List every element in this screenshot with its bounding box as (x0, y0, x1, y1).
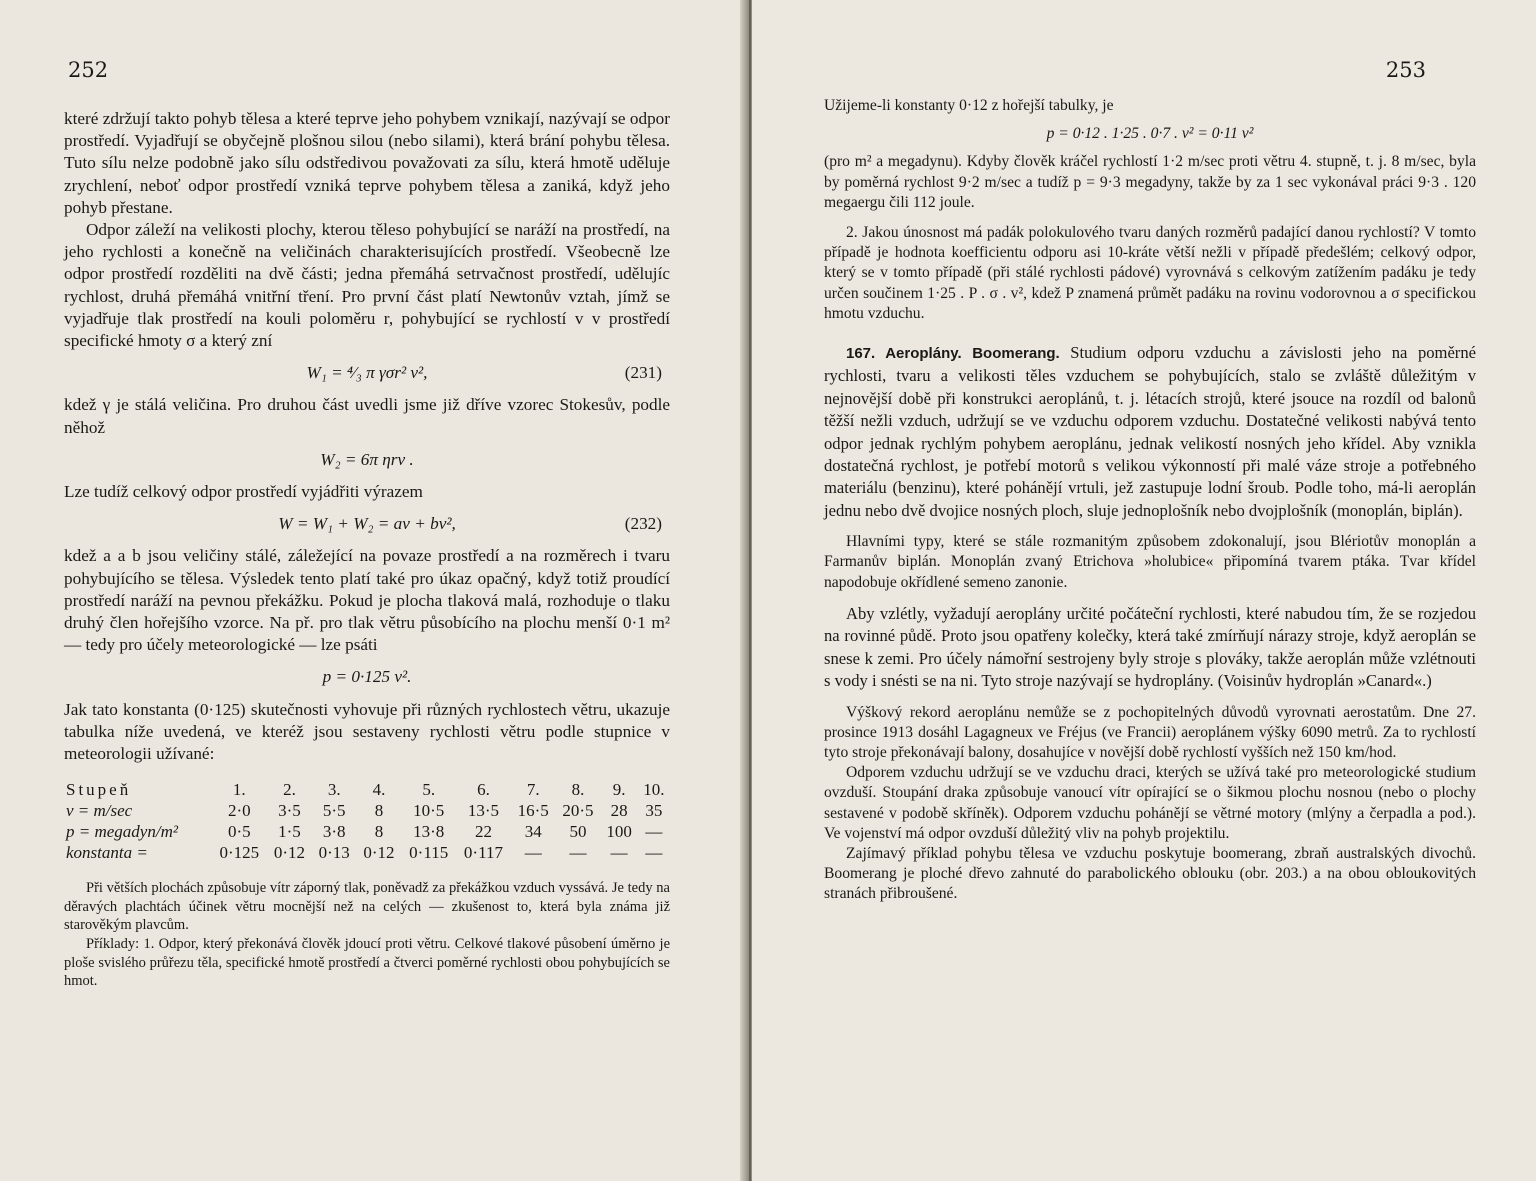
table-cell: 7. (526, 780, 540, 800)
table-cell: 5. (422, 780, 436, 800)
spacer (824, 522, 1476, 532)
paragraph: Výškový rekord aeroplánu nemůže se z pochopitelných důvodů vyrovnati aerostatům. Dne 27. prosince 1913 dosáhl Lagagneux ve Fréjus (ve Francii) aeroplánem výšky 6090 metrů. Za to rychlostí tyto stroje překonávají balony, dosahujíce v novější době rychlostí vyšších než 150 km/hod. (824, 703, 1476, 761)
equation-number: (231) (624, 363, 662, 383)
table-cell: 35 (645, 801, 663, 821)
table-cell: — (645, 843, 663, 863)
equation-number: (232) (624, 514, 662, 534)
table-cell: 8. (571, 780, 585, 800)
table-cell: 3. (327, 780, 341, 800)
table-cell: — (524, 843, 542, 863)
table-cell: 0·12 (273, 843, 306, 863)
paragraph: kdež a a b jsou veličiny stálé, záležející na povaze prostředí a na rozměrech i tvaru pohybujícího se tělesa. Výsledek tento platí také pro úkaz opačný, když totiž proudící prostředí naráží na pevnou překážku. Pokud je plocha tlaková malá, rozhoduje o tlaku druhý člen hořejšího vzorce. Na př. pro tlak větru působícího na plochu menší 0·1 m² — tedy pro účely meteorologické — lze psáti (64, 546, 670, 655)
table-cell: 0·125 (219, 843, 260, 863)
table-cell: 1. (232, 780, 246, 800)
equation (64, 449, 670, 471)
table-cell: p = megadyn/m² (66, 822, 178, 842)
paragraph: (pro m² a megadynu). Kdyby člověk kráčel rychlostí 1·2 m/sec proti větru 4. stupně, t. j. 8 m/sec, byla by poměrná rychlost 9·2 m/sec a tudíž p = 9·3 megadyny, takže by za 1 sec vykonával práci 9·3 . 120 megaergu čili 112 joule. (824, 153, 1476, 211)
paragraph: Hlavními typy, které se stále rozmanitým způsobem zdokonalují, jsou Blériotův monoplán a Farmanův biplán. Monoplán zvaný Etrichova »holubice« připomíná tvarem ptáka. Tvar křídel napodobuje okřídlené semeno zanonie. (824, 533, 1476, 591)
table-cell: Stupeň (66, 780, 132, 800)
table-cell: 6. (477, 780, 490, 800)
equation-body: W = W₁ + W₂ = av + bv², (278, 514, 456, 534)
table-cell: v = m/sec (66, 801, 133, 821)
paragraph: kdež γ je stálá veličina. Pro druhou část uvedli jsme již dříve vzorec Stokesův, podle něhož (64, 395, 670, 437)
table-cell: 0·115 (409, 843, 449, 863)
page-number: 253 (1385, 58, 1426, 82)
table-cell: 34 (524, 822, 542, 842)
table-cell: — (569, 843, 587, 863)
table-cell: 0·12 (363, 843, 395, 863)
table-cell: 3·5 (278, 801, 301, 821)
paragraph: které zdržují takto pohyb tělesa a které teprve jeho pohybem vznikají, nazývají se odpor prostředí. Vyjadřují se obyčejně plošnou silou (nebo silami), která brání pohybu tělesa. Tuto sílu nelze podobně jako sílu odstředivou považovati za sílu, která hmotě uděluje zrychlení, neboť odpor prostředí vzniká teprve pohybem tělesa a zaniká, když jeho pohyb přestane. (64, 109, 670, 217)
page-number: 252 (68, 58, 109, 82)
table-cell: 28 (610, 801, 628, 821)
section-heading: 167. Aeroplány. Boomerang. (846, 345, 1060, 363)
table-cell: — (610, 843, 628, 863)
paragraph: Při větších plochách způsobuje vítr záporný tlak, poněvadž za překážkou vzduch vyssává. Je tedy na děravých plachtách účinek větru mocnější než na celých — zkušenost to, která byla známa již starověkým plavcům. (64, 880, 670, 934)
left-page (0, 0, 748, 1181)
equation-body: p = 0·125 v². (322, 667, 412, 687)
table-cell: 50 (569, 822, 587, 842)
section-paragraph (824, 342, 1476, 522)
paragraph-text: Studium odporu vzduchu a závislosti jeho na poměrné rychlosti, tvaru a velikosti těles vzduchem se pohybujících, stalo se zvláště důležitým v nejnovější době při konstrukci aeroplánů, t. j. létacích strojů, které jsouce na rozdíl od balonů těžší nežli vzduch, udržují se ve vzduchu odporem vzduchu. Dostatečné velikosti nabývá tento odpor jednak rychlým pohybem aeroplánu, jednak velikostí nosných jeho křídel. Aby vznikla dostatečná rychlost, je potřebí motorů s velikou výkonností při malé váze stroje a potřebného materiálu (benzinu), které pohánějí vrtuli, jež zastupuje lodní šroub. Podle toho, má-li aeroplán jednu nebo dvě dvojice nosných ploch, sluje jednoplošník nebo dvojplošník (monoplán, biplán). (824, 343, 1476, 520)
table-row (64, 821, 670, 842)
table-cell: 3·8 (322, 822, 346, 842)
table-row (64, 800, 670, 821)
table-row (64, 842, 670, 863)
table-cell: 4. (372, 780, 386, 800)
paragraph: Aby vzlétly, vyžadují aeroplány určité počáteční rychlosti, které nabudou tím, že se rozjedou na rovinné půdě. Proto jsou opatřeny kolečky, která také zmírňují nárazy stroje, když aeroplán se snese k zemi. Pro účely námořní sestrojeny byly stroje s plováky, takže aeroplán může vzlétnouti s vody i snésti se na ni. Tyto stroje nazývají se hydroplány. (Voisinův hydroplán »Canard«.) (824, 603, 1476, 691)
table-cell: 9. (612, 780, 626, 800)
table-cell: 0·5 (227, 822, 251, 842)
spacer (824, 324, 1476, 342)
wind-scale-table (64, 779, 670, 863)
left-text-column (64, 108, 670, 991)
equation (824, 124, 1476, 144)
paragraph: Příklady: 1. Odpor, který překonává člověk jdoucí proti větru. Celkové tlakové působení úměrno je ploše svislého průřezu těla, specifické hmotě prostředí a čtverci poměrné rychlosti obou pohybujících se hmot. (64, 936, 670, 990)
paragraph: Zajímavý příklad pohybu tělesa ve vzduchu poskytuje boomerang, zbraň australských divochů. Boomerang je ploché dřevo zahnuté do parabolického oblouku (obr. 203.) a na obou obloukovitých stranách přibroušené. (824, 844, 1476, 903)
equation (64, 362, 670, 384)
table-cell: 16·5 (517, 801, 549, 821)
table-cell: 0·117 (463, 843, 503, 863)
table-cell: 2·0 (227, 801, 251, 821)
equation-body: W₁ = ⁴⁄₃ π γσr² v², (306, 363, 428, 383)
table-row (64, 779, 670, 800)
paragraph: Odporem vzduchu udržují se ve vzduchu draci, kterých se užívá také pro meteorologické studium ovzduší. Stoupání draka způsobuje vanoucí vítr opírající se o šikmou plochu nosnou (nebo o plochy sestavené v podobě skříněk). Odporem vzduchu pohánějí se větrné motory (mlýny a čerpadla a pod.). Ve vojenství má odpor ovzduší důležitý vliv na pohyb projektilu. (824, 764, 1476, 842)
equation-body: p = 0·12 . 1·25 . 0·7 . v² = 0·11 v² (1046, 125, 1254, 143)
paragraph: 2. Jakou únosnost má padák polokulového tvaru daných rozměrů padající danou rychlostí? V tomto případě je hodnota koefficientu odporu asi 10-kráte větší nežli v případě předešlém; celkový odpor, který se v tomto případě (při stálé rychlosti pádové) vyrovnává s celkovým zatížením padáku je tedy určen součinem 1·25 . P . σ . v², kdež P znamená průmět padáku na rovinu vodorovnou a σ specifickou hmotu vzduchu. (824, 224, 1476, 322)
equation (64, 666, 670, 688)
paragraph: Užijeme-li konstanty 0·12 z hořejší tabulky, je (824, 97, 1114, 114)
table-cell: 100 (606, 822, 632, 842)
table-cell: 1·5 (278, 822, 301, 842)
spacer (824, 213, 1476, 223)
equation (64, 513, 670, 535)
spacer (824, 593, 1476, 603)
table-cell: 2. (283, 780, 296, 800)
table-cell: 5·5 (322, 801, 346, 821)
table-cell: 0·13 (318, 843, 350, 863)
right-text-column (824, 96, 1476, 905)
paragraph: Lze tudíž celkový odpor prostředí vyjádřiti výrazem (64, 482, 423, 502)
paragraph: Odpor záleží na velikosti plochy, kterou těleso pohybující se naráží na prostředí, na jeho rychlosti a konečně na veličinách charakterisujících prostředí. Všeobecně lze odpor prostředí rozděliti na dvě části; jedna přemáhá setrvačnost prostředí, udělujíc rychlost, druhá přemáhá vnitřní tření. Pro první část platí Newtonův vztah, jímž se vyjadřuje tlak prostředí na kouli poloměru r, pohybující se rychlostí v v prostředí specifické hmoty σ a který zní (64, 220, 670, 351)
table-cell: 22 (474, 822, 492, 842)
table-cell: 10·5 (413, 801, 445, 821)
spacer (824, 693, 1476, 703)
table-cell: 20·5 (562, 801, 594, 821)
right-page (752, 0, 1536, 1181)
paragraph: Jak tato konstanta (0·125) skutečnosti vyhovuje při různých rychlostech větru, ukazuje tabulka níže uvedená, ve kteréž jsou sestaveny rychlosti větru podle stupnice v meteorologii užívané: (64, 699, 670, 764)
table-cell: 8 (374, 801, 384, 821)
table-cell: 8 (374, 822, 384, 842)
table-cell: 13·8 (413, 822, 445, 842)
table-cell: 13·5 (467, 801, 500, 821)
table-cell: 10. (643, 780, 665, 800)
table-cell: konstanta = (66, 843, 148, 863)
equation-body: W₂ = 6π ηrv . (320, 449, 414, 469)
table-cell: — (645, 822, 663, 842)
